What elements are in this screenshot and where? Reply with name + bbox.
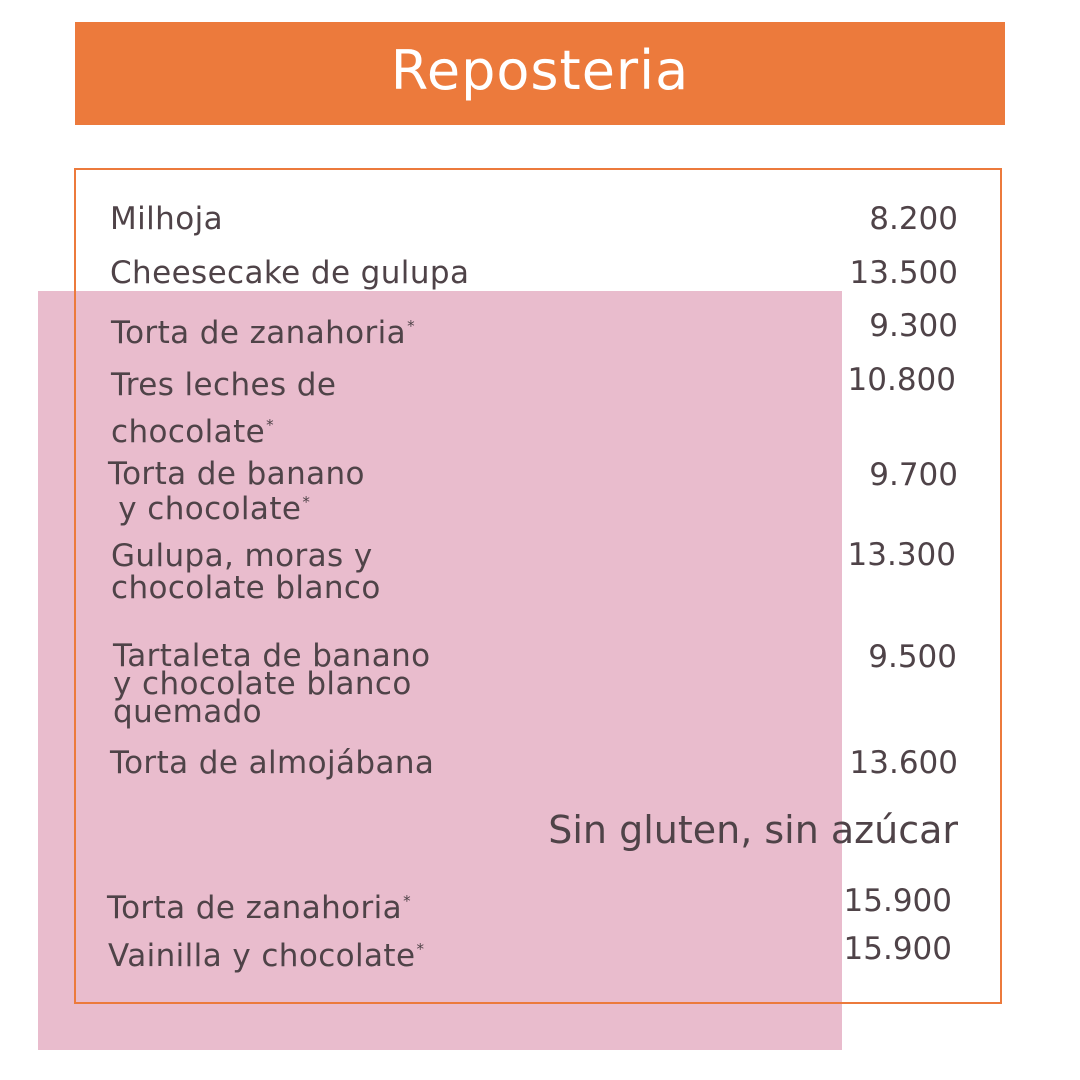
menu-item-name [110, 255, 470, 291]
menu-item-price: 9.700 [869, 457, 958, 493]
asterisk-mark: * [416, 940, 425, 958]
menu-item-price: 15.900 [843, 931, 952, 967]
menu-item-price: 13.500 [849, 255, 958, 291]
menu-item-name-line: Torta de almojábana [110, 745, 435, 781]
menu-item-name-line: Torta de banano [108, 456, 365, 492]
menu-title: Reposteria [390, 38, 690, 102]
menu-item-name-line: Cheesecake de gulupa [110, 255, 470, 291]
menu-item-price: 13.300 [847, 537, 956, 573]
menu-item-name [107, 886, 411, 926]
menu-item-name-line: chocolate [111, 414, 266, 450]
menu-item-name-line: y chocolate [108, 491, 302, 527]
menu-item-name [108, 934, 425, 974]
menu-item-name-line: Gulupa, moras y [111, 538, 373, 574]
menu-item-price: 9.300 [869, 308, 958, 344]
menu-item-name [111, 540, 381, 604]
menu-item-name [110, 201, 223, 237]
menu-item-price: 9.500 [868, 639, 957, 675]
menu-item-name-line: Torta de zanahoria [107, 890, 403, 926]
menu-item-price: 13.600 [849, 745, 958, 781]
menu-item-name [110, 745, 435, 781]
menu-item-name [113, 638, 431, 730]
menu-item-name-line: Torta de zanahoria [111, 315, 407, 351]
menu-item-price: 15.900 [843, 883, 952, 919]
menu-item-price: 10.800 [847, 362, 956, 398]
asterisk-mark: * [266, 416, 275, 434]
menu-item-name-line: chocolate blanco [111, 570, 381, 606]
menu-header [75, 22, 1005, 125]
menu-item-name-line: Vainilla y chocolate [108, 938, 416, 974]
asterisk-mark: * [403, 892, 411, 910]
menu-item-name [111, 365, 336, 452]
menu-item-name [111, 311, 415, 351]
section-title: Sin gluten, sin azúcar [548, 808, 958, 852]
menu-item-name-line: Tres leches de [111, 367, 337, 403]
asterisk-mark: * [302, 493, 311, 511]
menu-item-name-line: y chocolate blanco [113, 666, 412, 702]
asterisk-mark: * [407, 317, 415, 335]
menu-item-price: 8.200 [869, 201, 958, 237]
menu-item-name-line: quemado [113, 694, 263, 730]
menu-item-name-line: Tartaleta de banano [113, 638, 431, 674]
menu-item-name-line: Milhoja [110, 201, 223, 237]
menu-item-name [108, 456, 365, 527]
